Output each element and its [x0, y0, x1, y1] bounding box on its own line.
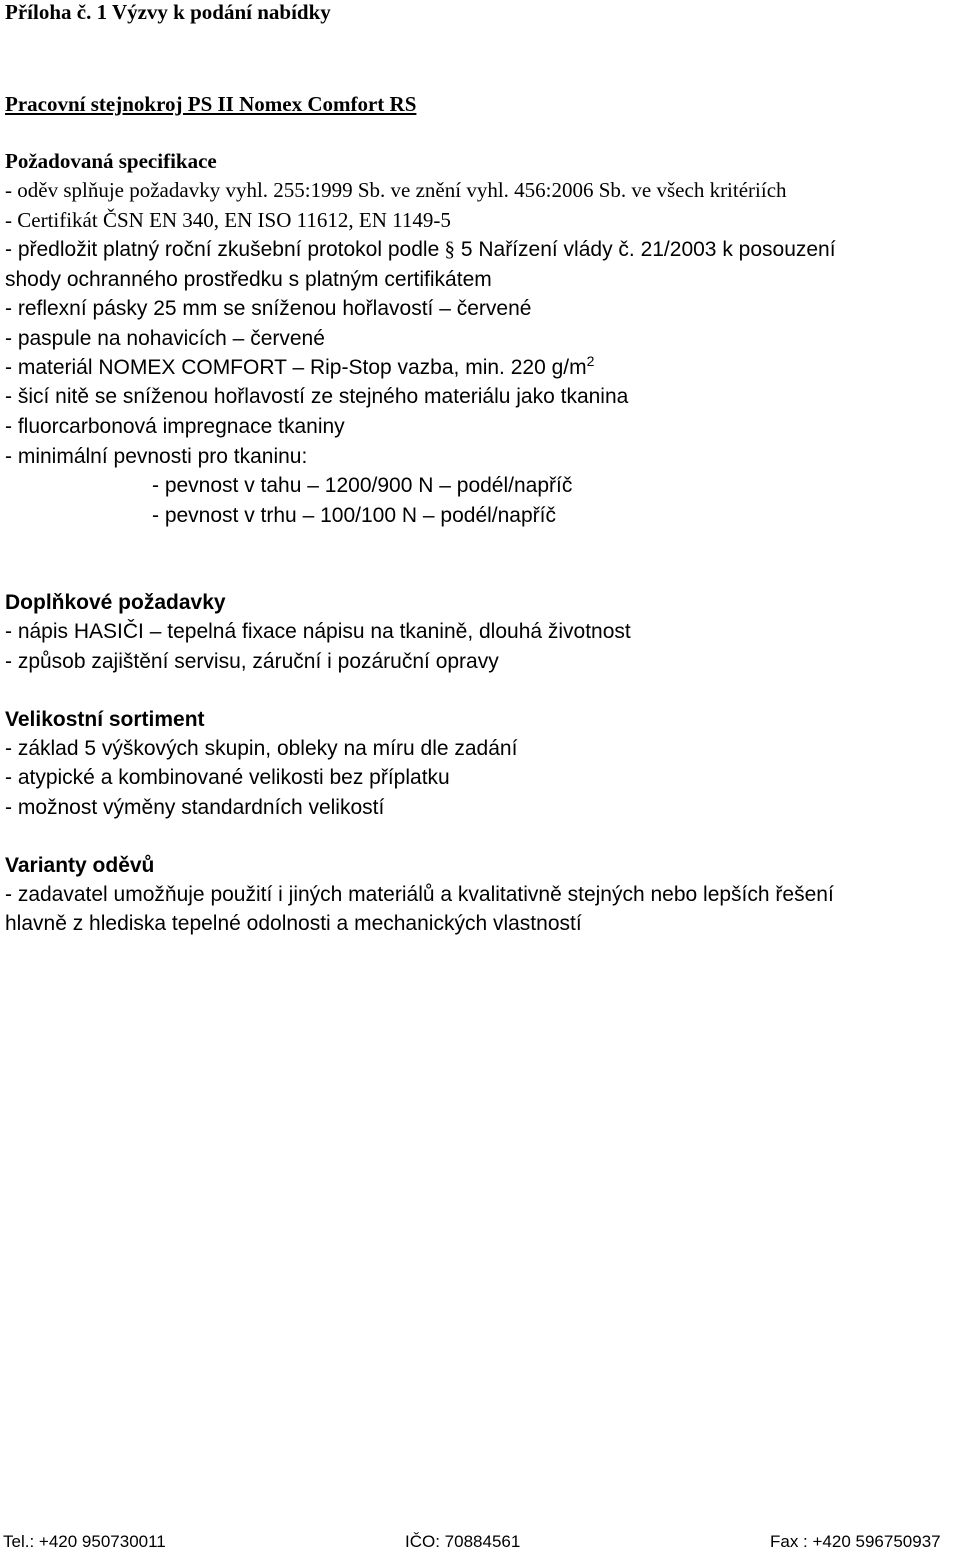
spec-line: - šicí nitě se sníženou hořlavostí ze stejného materiálu jako tkanina [5, 385, 629, 408]
dash: – [292, 356, 305, 379]
dash: – [302, 504, 315, 527]
extra-heading: Doplňkové požadavky [5, 591, 226, 614]
extra-line [5, 621, 631, 642]
spec-text: - předložit platný roční zkušební protokol podle [5, 238, 440, 261]
spec-line: - Certifikát ČSN EN 340, EN ISO 11612, EN 1149-5 [5, 208, 451, 232]
dash: – [149, 620, 162, 643]
spec-line: - fluorcarbonová impregnace tkaniny [5, 415, 345, 438]
product-title: Pracovní stejnokroj PS II Nomex Comfort RS [5, 92, 417, 116]
footer-ico: IČO: 70884561 [405, 1532, 521, 1551]
spec-line [5, 328, 325, 349]
sizes-line: - možnost výměny standardních velikostí [5, 796, 385, 819]
extra-line: - způsob zajištění servisu, záruční i pozáruční opravy [5, 650, 499, 673]
dash: – [232, 327, 245, 350]
spec-line [152, 475, 572, 496]
spec-line [5, 298, 531, 319]
spec-text: červené [456, 297, 532, 320]
spec-text: - pevnost v trhu [152, 504, 297, 527]
attachment-title: Příloha č. 1 Výzvy k podání nabídky [5, 0, 331, 24]
variants-line: - zadavatel umožňuje použití i jiných materiálů a kvalitativně stejných nebo lepších řešení [5, 883, 834, 906]
dash: – [307, 474, 319, 497]
spec-text: - pevnost v tahu [152, 474, 302, 497]
superscript: 2 [586, 353, 595, 369]
spec-text: 1200/900 N [324, 474, 434, 497]
spec-line [152, 505, 556, 526]
footer-fax: Fax : +420 596750937 [770, 1532, 941, 1551]
sizes-heading: Velikostní sortiment [5, 708, 205, 731]
spec-text: - reflexní pásky 25 mm se sníženou hořlavostí [5, 297, 434, 320]
spec-text: Rip-Stop vazba, min. 220 g/m [309, 356, 587, 379]
extra-text: - nápis HASIČI [5, 620, 144, 643]
spec-line [5, 239, 836, 260]
spec-line: shody ochranného prostředku s platným certifikátem [5, 268, 492, 291]
spec-line: - minimální pevnosti pro tkaninu: [5, 445, 308, 468]
variants-line: hlavně z hlediska tepelné odolnosti a mechanických vlastností [5, 912, 582, 935]
section-sign: § [444, 237, 455, 261]
variants-heading: Varianty oděvů [5, 854, 155, 877]
spec-text: - materiál NOMEX COMFORT [5, 356, 287, 379]
footer-phone: Tel.: +420 950730011 [3, 1532, 166, 1551]
dash: – [439, 297, 451, 320]
extra-text: tepelná fixace nápisu na tkanině, dlouhá životnost [167, 620, 631, 643]
spec-line: - oděv splňuje požadavky vyhl. 255:1999 Sb. ve znění vyhl. 456:2006 Sb. ve všech kritériích [5, 178, 787, 202]
dash: – [439, 474, 451, 497]
sizes-line: - atypické a kombinované velikosti bez příplatku [5, 766, 450, 789]
spec-text: podél/napříč [456, 474, 573, 497]
spec-text: 5 Nařízení vlády č. 21/2003 k posouzení [455, 238, 836, 261]
dash: – [422, 504, 435, 527]
spec-line [5, 353, 595, 379]
spec-text: červené [250, 327, 325, 350]
spec-text: 100/100 N [320, 504, 418, 527]
sizes-line: - základ 5 výškových skupin, obleky na míru dle zadání [5, 737, 518, 760]
spec-text: podél/napříč [440, 504, 556, 527]
spec-text: - paspule na nohavicích [5, 327, 227, 350]
spec-heading: Požadovaná specifikace [5, 149, 217, 173]
